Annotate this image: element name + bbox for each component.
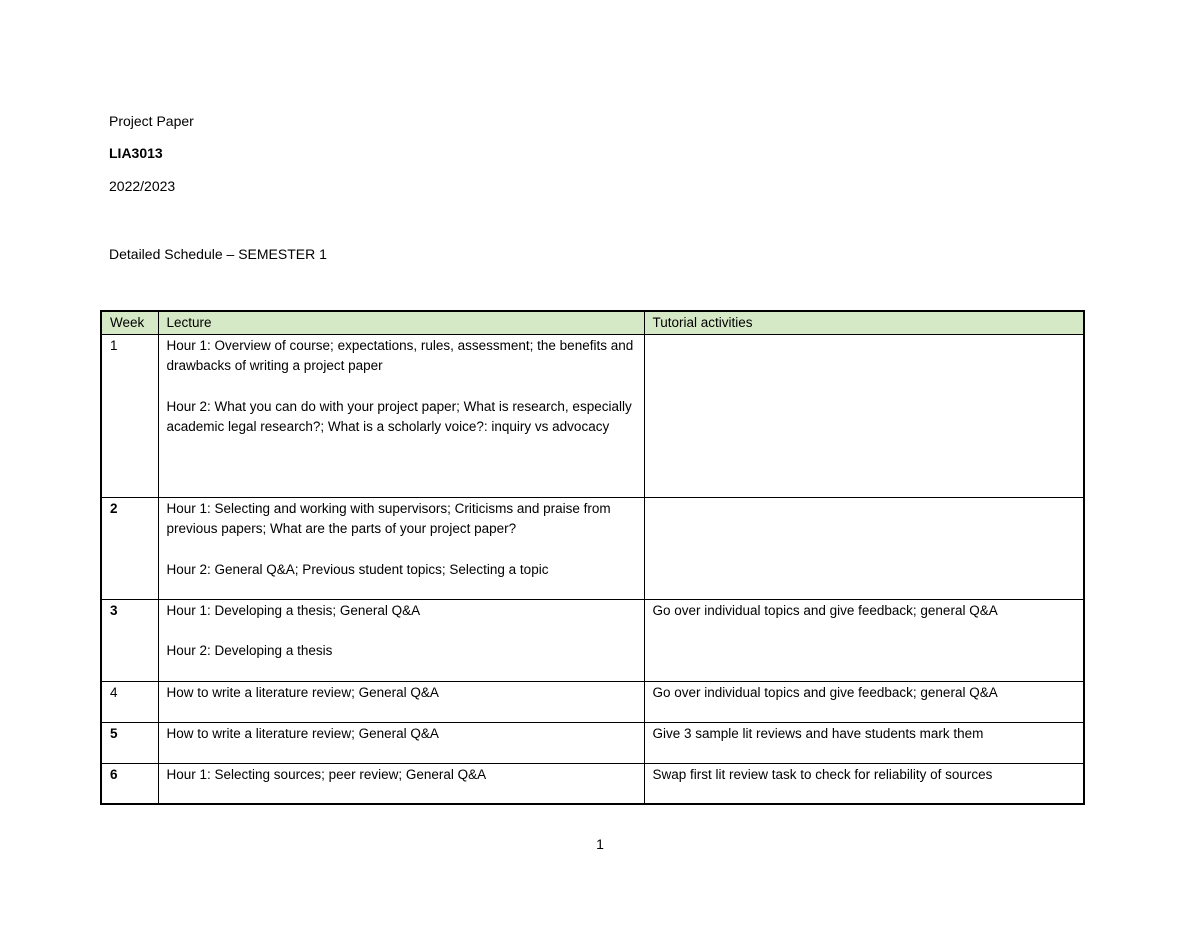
page-number: 1 [596,836,604,852]
lecture-hour-2: Hour 2: General Q&A; Previous student topics; Selecting a topic [166,561,549,577]
table-row [101,763,1084,804]
academic-year: 2022/2023 [109,178,176,194]
lecture-cell: How to write a literature review; General Q&A [158,681,644,722]
table-row [101,722,1084,763]
table-header-row [101,311,1084,334]
lecture-cell: How to write a literature review; General Q&A [158,722,644,763]
lecture-hour-1: Hour 1: Developing a thesis; General Q&A [166,602,421,618]
schedule-table [100,310,1085,805]
week-number: 2 [101,497,158,599]
header-week: Week [101,311,158,334]
tutorial-cell: Go over individual topics and give feedback; general Q&A [644,681,1084,722]
tutorial-cell [644,334,1084,497]
header-tutorial: Tutorial activities [644,311,1084,334]
week-number: 6 [101,763,158,804]
tutorial-cell [644,497,1084,599]
week-number: 1 [101,334,158,497]
table-row [101,334,1084,497]
header-lecture: Lecture [158,311,644,334]
week-number: 3 [101,599,158,681]
table-row [101,599,1084,681]
lecture-hour-2: Hour 2: What you can do with your project paper; What is research, especially academic legal research?; What is a scholarly voice?: inquiry vs advocacy [166,398,632,434]
lecture-cell [158,599,644,681]
tutorial-cell: Give 3 sample lit reviews and have students mark them [644,722,1084,763]
course-code: LIA3013 [109,145,163,161]
table-row [101,681,1084,722]
lecture-cell: Hour 1: Selecting sources; peer review; General Q&A [158,763,644,804]
lecture-hour-1: Hour 1: Overview of course; expectations, rules, assessment; the benefits and drawbacks of writing a project paper [166,337,634,373]
course-title: Project Paper [109,113,194,129]
week-number: 5 [101,722,158,763]
table-row [101,497,1084,599]
lecture-cell [158,497,644,599]
lecture-hour-2: Hour 2: Developing a thesis [166,643,333,658]
week-number: 4 [101,681,158,722]
lecture-hour-1: Hour 1: Selecting and working with supervisors; Criticisms and praise from previous papers; What are the parts of your project paper? [166,500,611,536]
tutorial-cell: Swap first lit review task to check for reliability of sources [644,763,1084,804]
lecture-cell [158,334,644,497]
tutorial-cell: Go over individual topics and give feedback; general Q&A [644,599,1084,681]
schedule-heading: Detailed Schedule – SEMESTER 1 [109,246,327,262]
